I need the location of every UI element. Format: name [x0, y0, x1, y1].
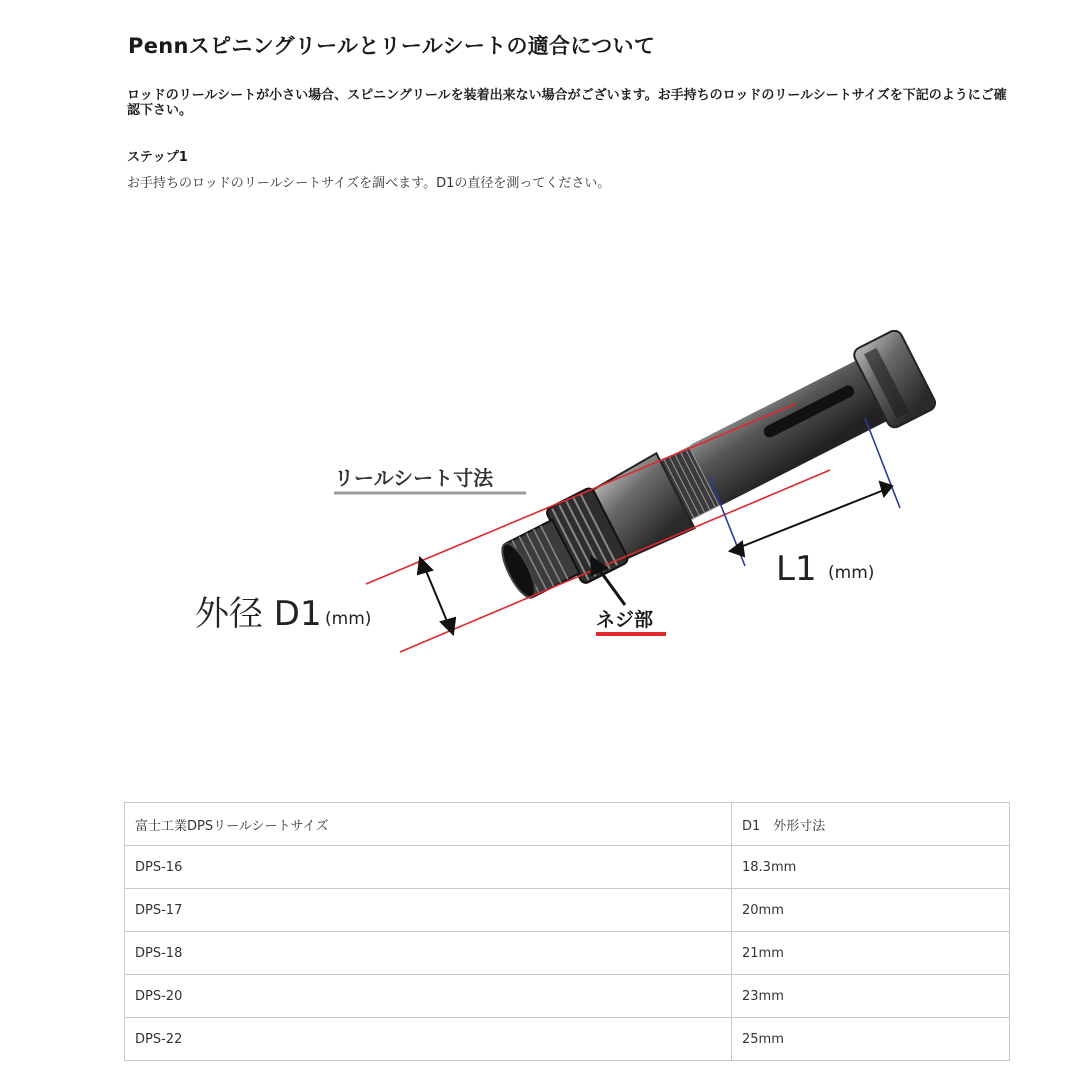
- step-description: お手持ちのロッドのリールシートサイズを調べます。D1の直径を測ってください。: [127, 176, 611, 191]
- table-cell-size: DPS-18: [125, 932, 732, 975]
- table-header-cell: 富士工業DPSリールシートサイズ: [125, 803, 732, 846]
- diagram-heading: リールシート寸法: [334, 466, 494, 490]
- table-row: [125, 1018, 1010, 1061]
- table-cell-size: DPS-16: [125, 846, 732, 889]
- d1-unit: (mm): [325, 609, 372, 629]
- d1-arrow: [418, 558, 455, 634]
- table-cell-size: DPS-20: [125, 975, 732, 1018]
- table-header-cell: D1 外形寸法: [732, 803, 1010, 846]
- table-cell-d1: 20mm: [732, 889, 1010, 932]
- table-cell-d1: 18.3mm: [732, 846, 1010, 889]
- table-row: [125, 932, 1010, 975]
- dps-size-table: [124, 802, 1010, 1061]
- table-row: [125, 846, 1010, 889]
- reel-seat-diagram: [0, 330, 1080, 690]
- screw-label: ネジ部: [596, 609, 654, 631]
- table-header-row: [125, 803, 1010, 846]
- l1-arrow: [730, 482, 892, 556]
- table-cell-d1: 23mm: [732, 975, 1010, 1018]
- table-cell-size: DPS-17: [125, 889, 732, 932]
- table-cell-size: DPS-22: [125, 1018, 732, 1061]
- page-title: Pennスピニングリールとリールシートの適合について: [128, 34, 656, 58]
- table-row: [125, 889, 1010, 932]
- table-cell-d1: 25mm: [732, 1018, 1010, 1061]
- l1-label: L1: [776, 549, 817, 589]
- table-cell-d1: 21mm: [732, 932, 1010, 975]
- table-row: [125, 975, 1010, 1018]
- d1-label: 外径 D1: [195, 594, 322, 634]
- intro-text: ロッドのリールシートが小さい場合、スピニングリールを装着出来ない場合がございます。お手持ちのロッドのリールシートサイズを下記のようにご確認下さい。: [127, 88, 1007, 118]
- l1-unit: (mm): [828, 563, 875, 583]
- step-title: ステップ1: [127, 150, 188, 165]
